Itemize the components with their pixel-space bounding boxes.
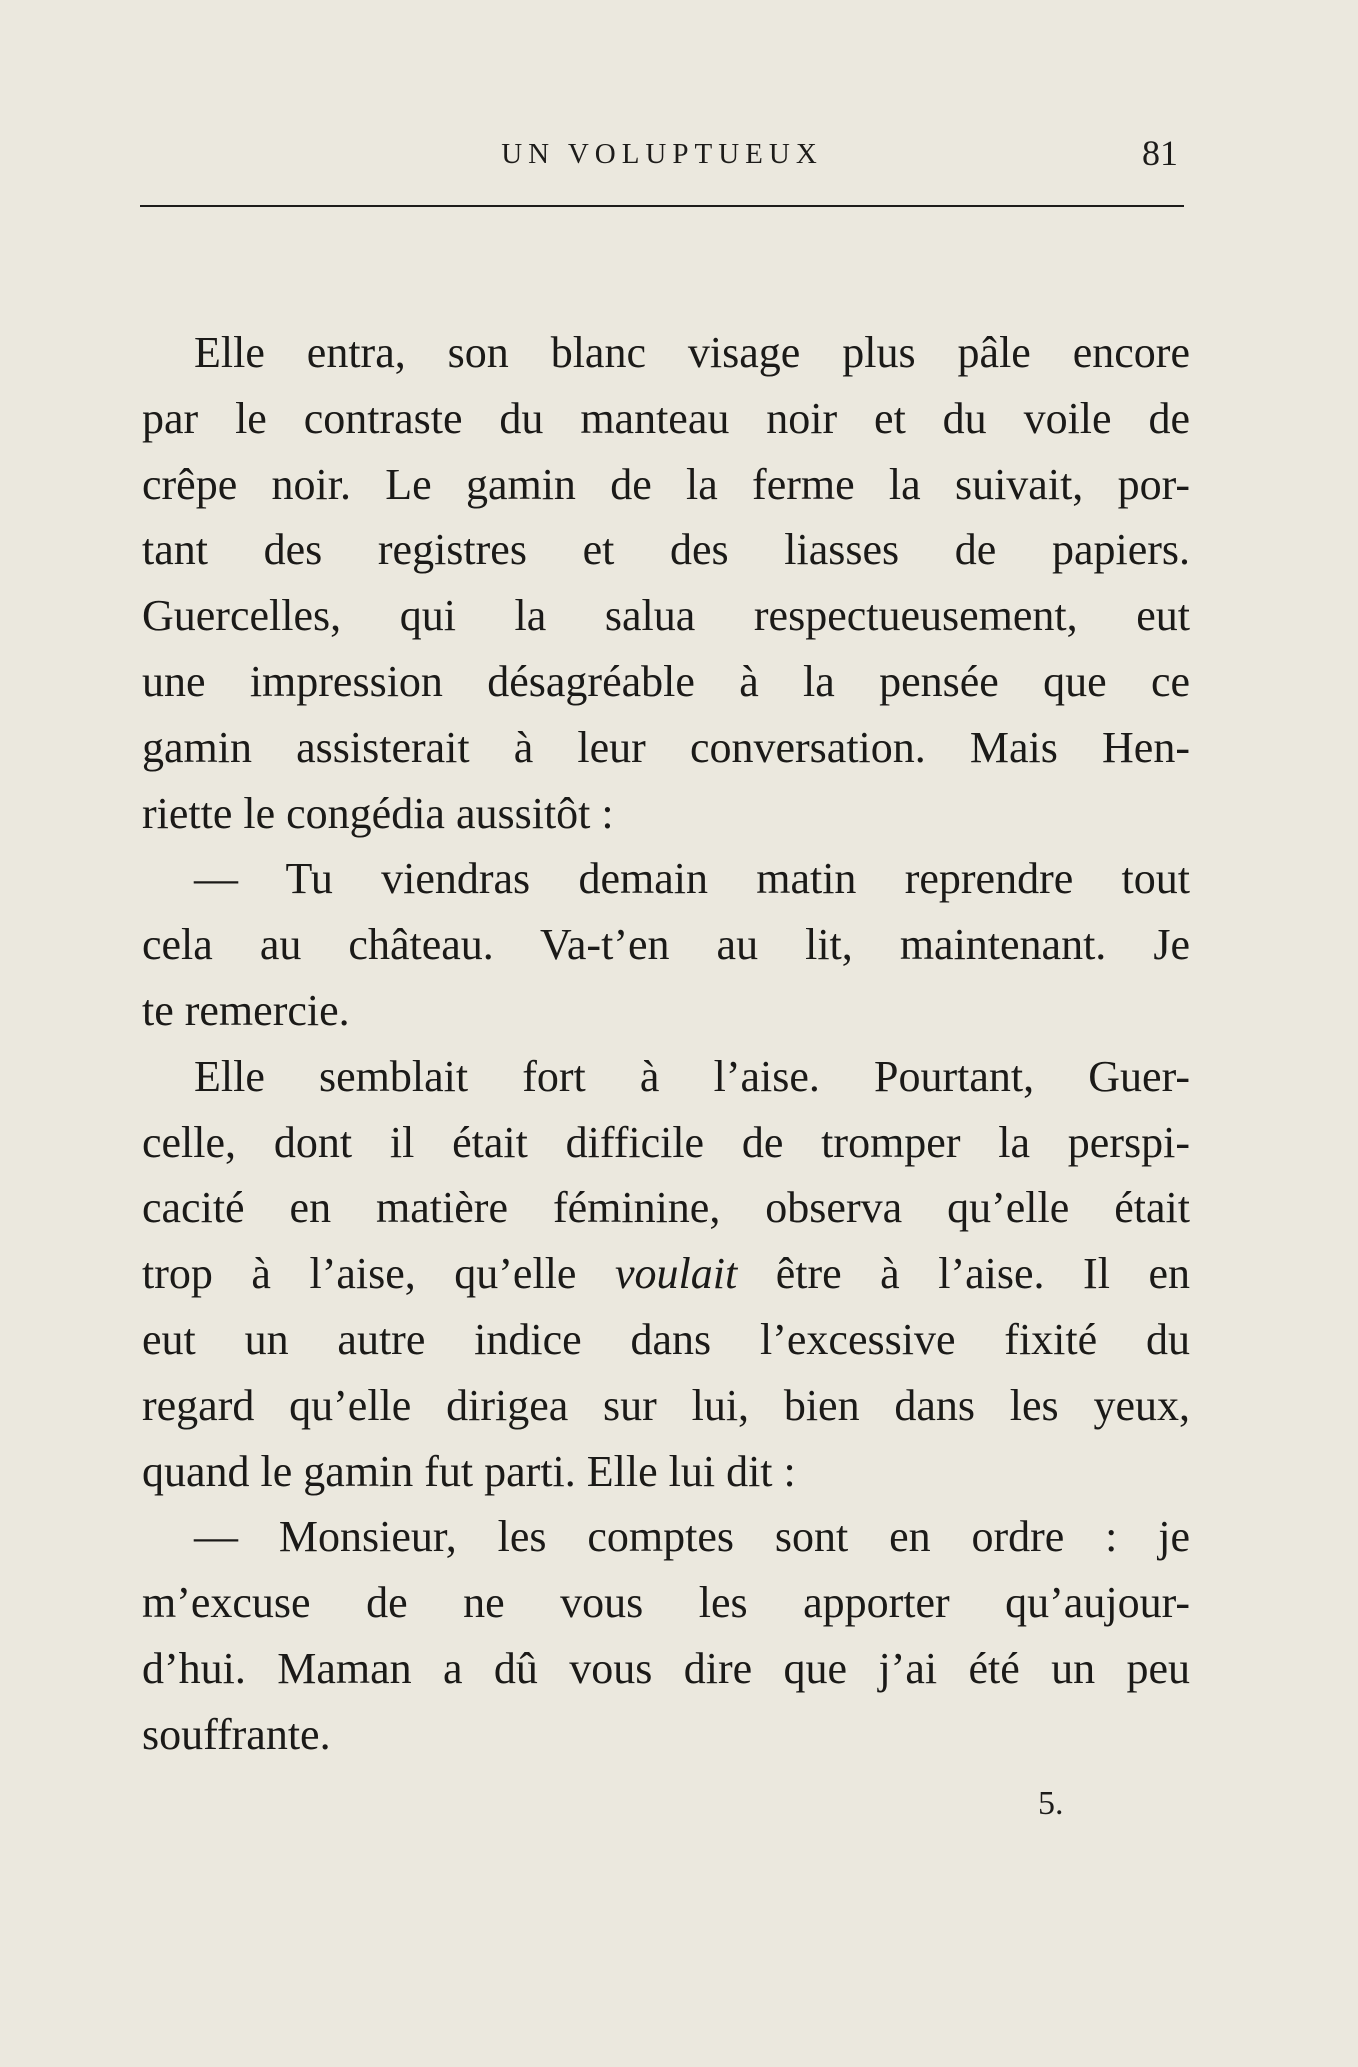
text-line: Elle semblait fort à l’aise. Pourtant, Guer- xyxy=(194,1051,1190,1101)
text-line: crêpe noir. Le gamin de la ferme la suivait, por- xyxy=(142,459,1190,509)
text-line: celle, dont il était difficile de tromper la perspi- xyxy=(142,1117,1190,1167)
text-line: Elle entra, son blanc visage plus pâle encore xyxy=(194,328,1190,377)
text-line: gamin assisterait à leur conversation. Mais Hen- xyxy=(142,722,1190,772)
text-line: par le contraste du manteau noir et du voile de xyxy=(142,393,1190,443)
text-line: Guercelles, qui la salua respectueusement, eut xyxy=(142,591,1190,641)
running-title: UN VOLUPTUEUX xyxy=(501,138,823,170)
text-line: — Tu viendras demain matin reprendre tout xyxy=(194,854,1190,904)
text-fragment: être à l’aise. Il en xyxy=(737,1249,1190,1299)
text-line: — Monsieur, les comptes sont en ordre : je xyxy=(194,1512,1190,1562)
text-line: eut un autre indice dans l’excessive fixité du xyxy=(142,1314,1190,1364)
italic-word: voulait xyxy=(614,1249,738,1299)
text-line: cela au château. Va-t’en au lit, maintenant. Je xyxy=(142,920,1190,970)
page-number: 81 xyxy=(1142,133,1178,173)
text-line: quand le gamin fut parti. Elle lui dit : xyxy=(142,1446,796,1496)
text-line: m’excuse de ne vous les apporter qu’aujour- xyxy=(142,1578,1190,1628)
running-head xyxy=(140,132,1184,182)
text-line: d’hui. Maman a dû vous dire que j’ai été un peu xyxy=(142,1643,1190,1693)
signature-mark: 5. xyxy=(1038,1785,1064,1822)
body-text xyxy=(142,320,1190,1768)
text-line: te remercie. xyxy=(142,985,350,1035)
text-line: cacité en matière féminine, observa qu’elle était xyxy=(142,1183,1190,1233)
header-rule xyxy=(140,205,1184,207)
text-line: regard qu’elle dirigea sur lui, bien dans les yeux, xyxy=(142,1380,1190,1430)
text-line: souffrante. xyxy=(142,1709,331,1759)
text-line: une impression désagréable à la pensée que ce xyxy=(142,656,1190,706)
text-line: riette le congédia aussitôt : xyxy=(142,788,614,838)
text-line-with-italic xyxy=(142,1241,1190,1307)
text-line: tant des registres et des liasses de papiers. xyxy=(142,525,1190,575)
text-fragment: trop à l’aise, qu’elle xyxy=(142,1249,615,1299)
